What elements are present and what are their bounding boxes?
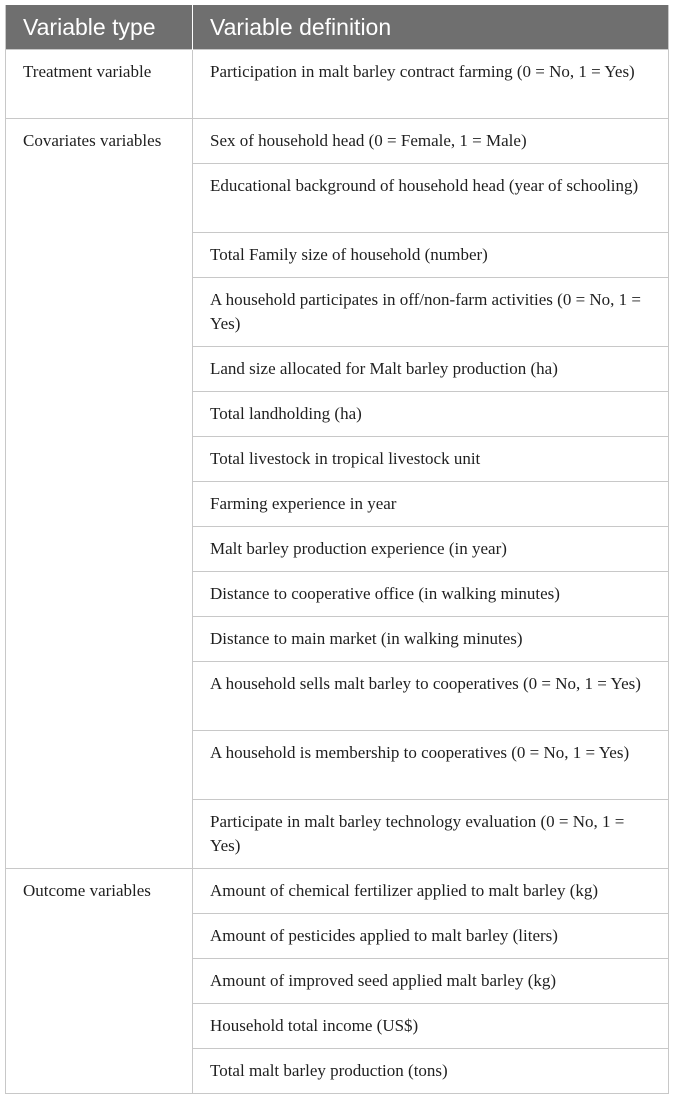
variables-table [5, 5, 669, 1094]
variable-definition-cell: Sex of household head (0 = Female, 1 = Male) [193, 119, 669, 164]
table-header [6, 5, 669, 50]
variable-definition-cell: Total Family size of household (number) [193, 233, 669, 278]
header-variable-definition: Variable definition [193, 5, 669, 50]
header-variable-type: Variable type [6, 5, 193, 50]
header-row [6, 5, 669, 50]
variable-definition-cell: Educational background of household head (year of schooling) [193, 164, 669, 233]
variable-definition-cell: A household sells malt barley to cooperatives (0 = No, 1 = Yes) [193, 662, 669, 731]
variable-definition-cell: Malt barley production experience (in year) [193, 527, 669, 572]
variable-definition-cell: Farming experience in year [193, 482, 669, 527]
variable-definition-cell: A household is membership to cooperatives (0 = No, 1 = Yes) [193, 731, 669, 800]
table-row [6, 50, 669, 119]
variable-definition-cell: Land size allocated for Malt barley production (ha) [193, 347, 669, 392]
variable-definition-cell: Total livestock in tropical livestock unit [193, 437, 669, 482]
variable-definition-cell: Total landholding (ha) [193, 392, 669, 437]
variable-definition-cell: Participation in malt barley contract farming (0 = No, 1 = Yes) [193, 50, 669, 119]
variable-definition-cell: Amount of improved seed applied malt barley (kg) [193, 959, 669, 1004]
variable-definition-cell: Amount of chemical fertilizer applied to malt barley (kg) [193, 869, 669, 914]
table-body [6, 50, 669, 1094]
variable-definition-cell: Distance to main market (in walking minutes) [193, 617, 669, 662]
variable-definition-cell: A household participates in off/non-farm activities (0 = No, 1 = Yes) [193, 278, 669, 347]
variable-definition-cell: Household total income (US$) [193, 1004, 669, 1049]
variable-definition-cell: Total malt barley production (tons) [193, 1049, 669, 1094]
variable-type-cell: Outcome variables [6, 869, 193, 1094]
variable-definition-cell: Amount of pesticides applied to malt barley (liters) [193, 914, 669, 959]
variable-definition-cell: Participate in malt barley technology evaluation (0 = No, 1 = Yes) [193, 800, 669, 869]
table-row [6, 119, 669, 164]
variable-type-cell: Treatment variable [6, 50, 193, 119]
table-row [6, 869, 669, 914]
variable-definition-cell: Distance to cooperative office (in walking minutes) [193, 572, 669, 617]
variable-type-cell: Covariates variables [6, 119, 193, 869]
